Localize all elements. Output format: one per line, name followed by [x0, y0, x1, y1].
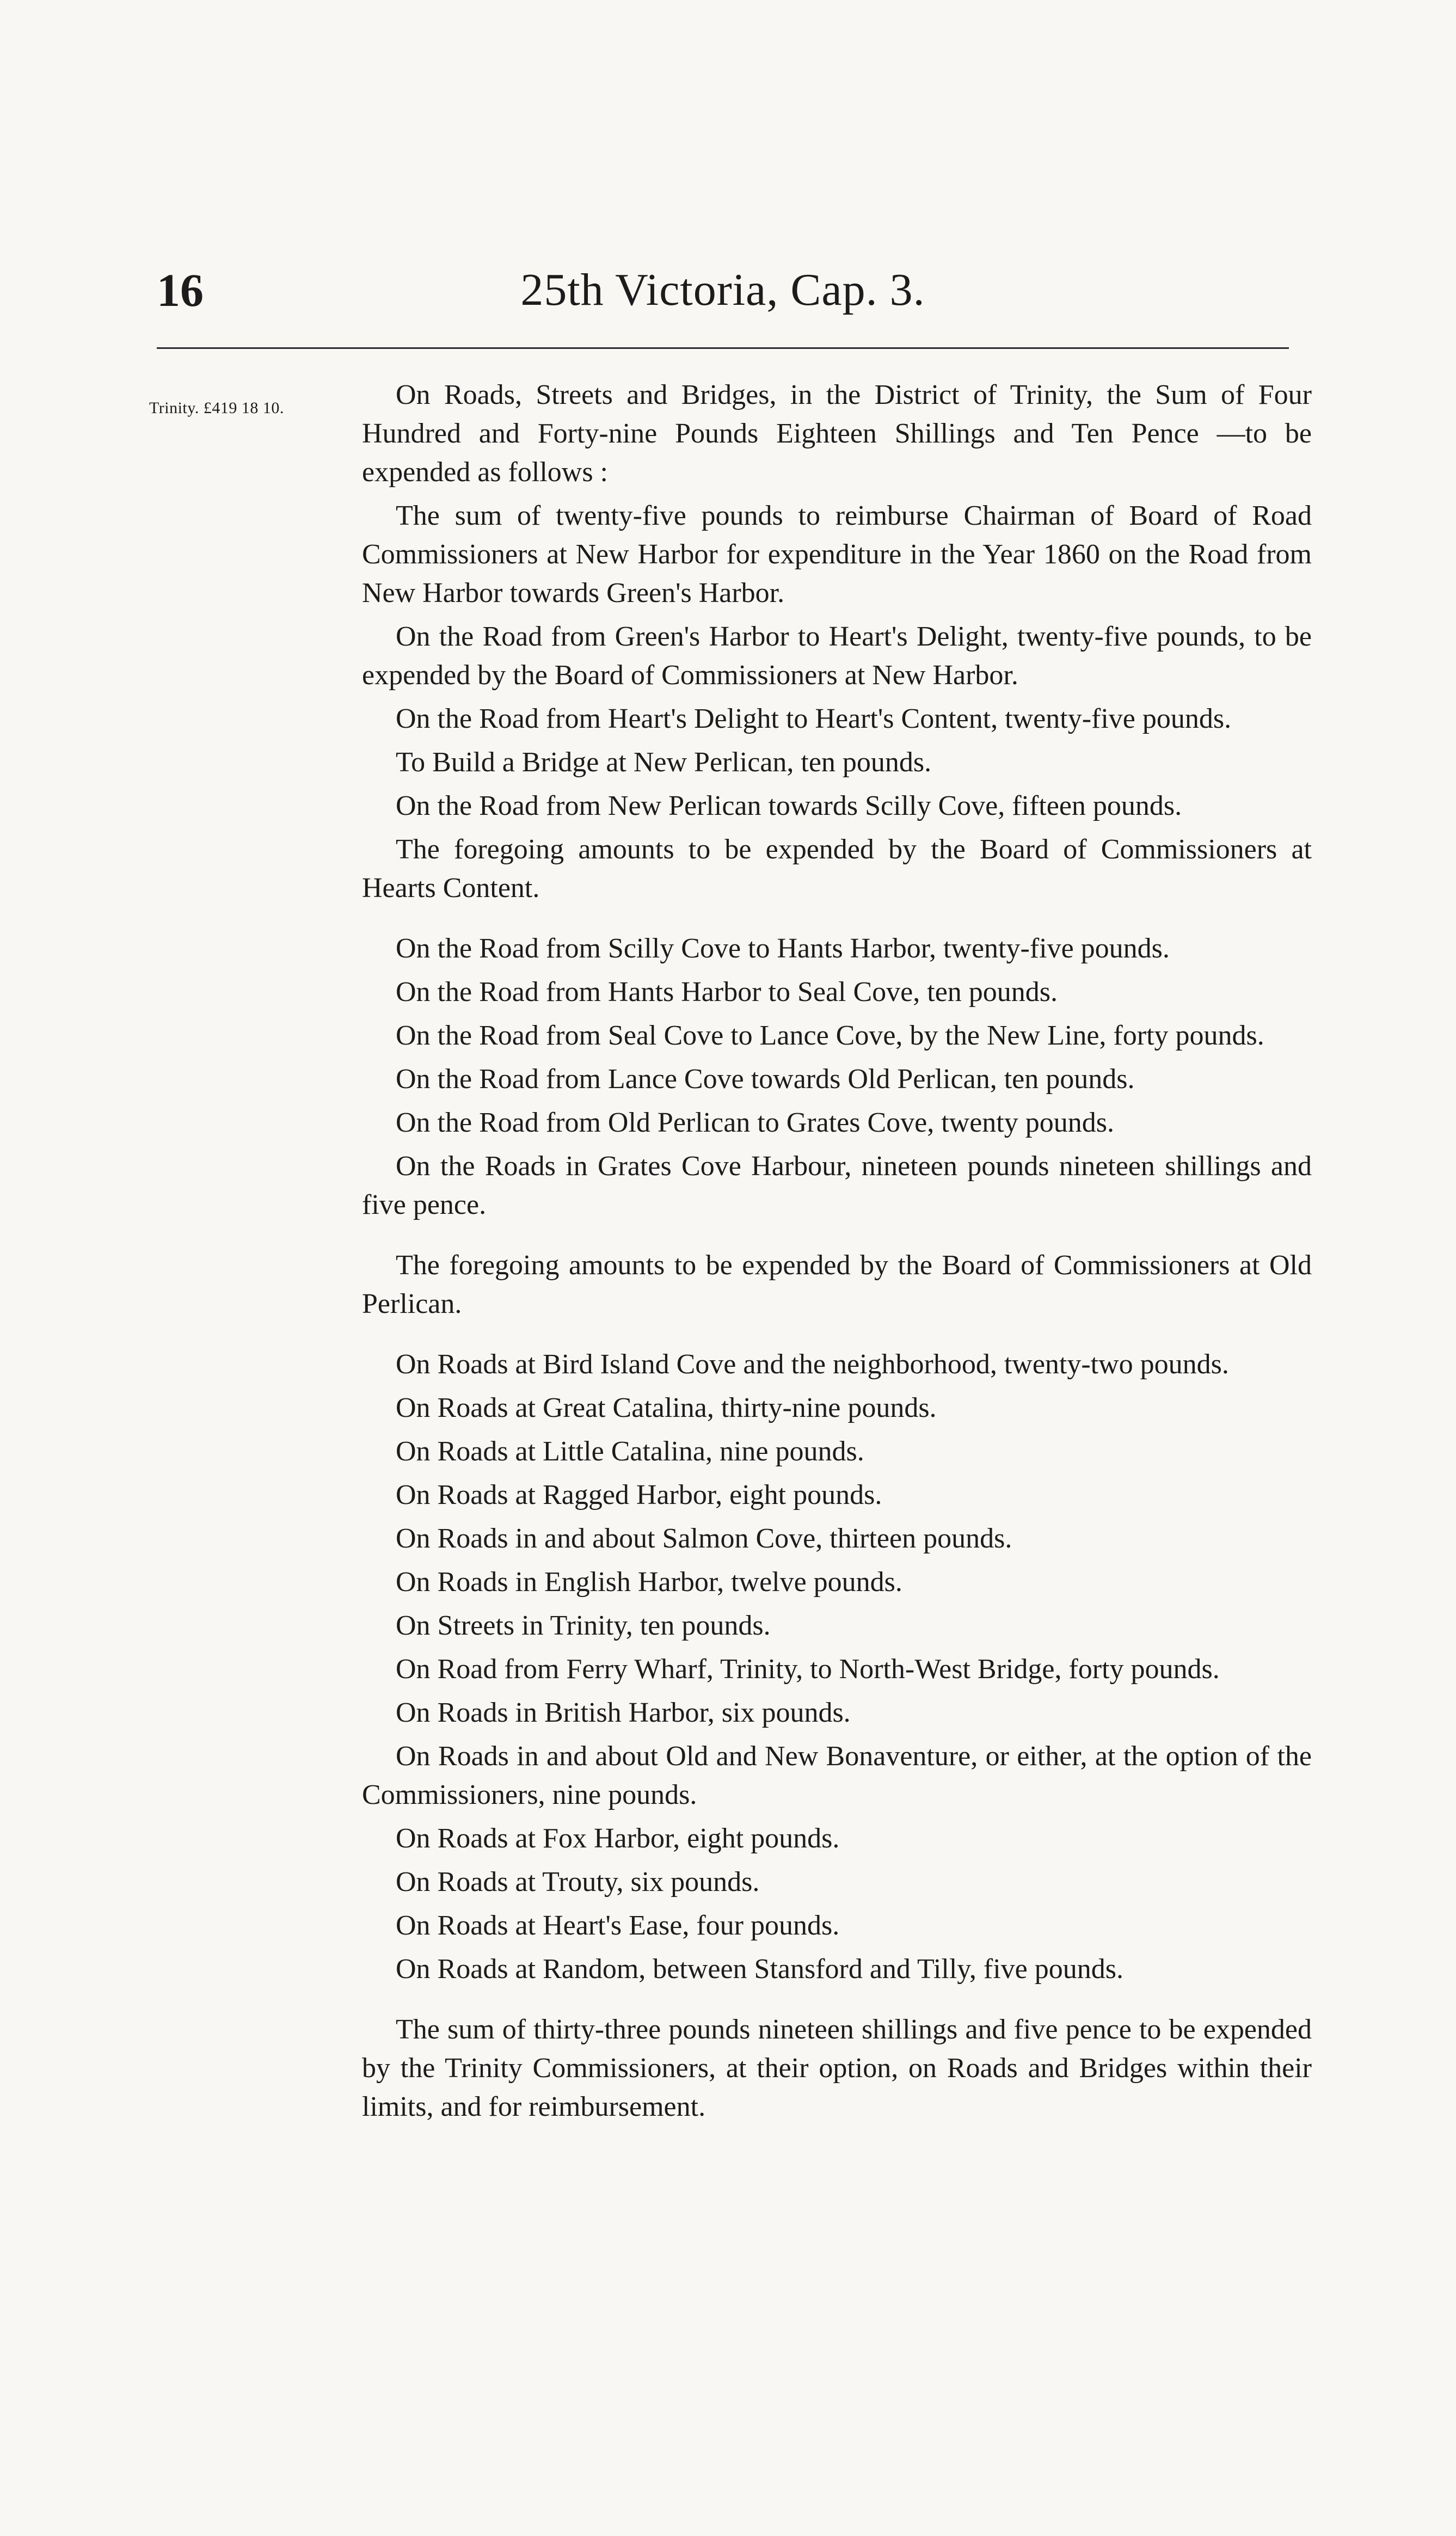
paragraph: On Roads in and about Old and New Bonaventure, or either, at the option of the Commissioners, nine pounds.: [362, 1741, 1312, 1810]
paragraph: The sum of thirty-three pounds nineteen shillings and five pence to be expended by the Trinity Commissioners, at their option, on Roads and Bridges within their limits, and for reimbursement.: [362, 2014, 1312, 2122]
page-header: [157, 260, 1289, 326]
paragraph: On Roads at Fox Harbor, eight pounds.: [396, 1823, 840, 1854]
paragraph: The sum of twenty-five pounds to reimburse Chairman of Board of Road Commissioners at New Harbor for expenditure in the Year 1860 on the Road from New Harbor towards Green's Harbor.: [362, 500, 1312, 609]
paragraph: On Roads at Bird Island Cove and the neighborhood, twenty-two pounds.: [396, 1349, 1229, 1380]
paragraph: On Roads at Random, between Stansford and Tilly, five pounds.: [396, 1954, 1123, 1985]
paragraph: On Streets in Trinity, ten pounds.: [396, 1610, 771, 1641]
paragraph: On the Road from Scilly Cove to Hants Harbor, twenty-five pounds.: [396, 933, 1170, 964]
paragraph: The foregoing amounts to be expended by the Board of Commissioners at Old Perlican.: [362, 1250, 1312, 1319]
paragraph: On the Road from Lance Cove towards Old Perlican, ten pounds.: [396, 1064, 1135, 1095]
body-text: [362, 376, 1312, 2131]
paragraph: To Build a Bridge at New Perlican, ten pounds.: [396, 747, 932, 778]
paragraph: On Roads in English Harbor, twelve pounds.: [396, 1567, 902, 1598]
paragraph: On Road from Ferry Wharf, Trinity, to North-West Bridge, forty pounds.: [396, 1654, 1220, 1685]
paragraph: On the Road from Heart's Delight to Heart's Content, twenty-five pounds.: [396, 703, 1232, 734]
paragraph: On the Road from Hants Harbor to Seal Cove, ten pounds.: [396, 977, 1058, 1008]
header-rule: [157, 347, 1289, 349]
paragraph: On Roads in and about Salmon Cove, thirteen pounds.: [396, 1523, 1012, 1554]
running-title: 25th Victoria, Cap. 3.: [520, 265, 925, 315]
paragraph: On Roads at Great Catalina, thirty-nine pounds.: [396, 1392, 937, 1423]
paragraph: On the Road from Seal Cove to Lance Cove, by the New Line, forty pounds.: [396, 1020, 1264, 1051]
paragraph: On the Road from Old Perlican to Grates Cove, twenty pounds.: [396, 1107, 1114, 1138]
margin-note: Trinity. £419 18 10.: [149, 399, 284, 417]
paragraph: On Roads at Trouty, six pounds.: [396, 1866, 760, 1898]
paragraph: The foregoing amounts to be expended by the Board of Commissioners at Hearts Content.: [362, 834, 1312, 904]
paragraph: On the Roads in Grates Cove Harbour, nineteen pounds nineteen shillings and five pence.: [362, 1151, 1312, 1220]
paragraph: On Roads at Heart's Ease, four pounds.: [396, 1910, 840, 1941]
paragraph: On Roads at Ragged Harbor, eight pounds.: [396, 1479, 882, 1510]
paragraph: On the Road from Green's Harbor to Heart's Delight, twenty-five pounds, to be expended by the Board of Commissioners at New Harbor.: [362, 621, 1312, 691]
paragraph: On Roads in British Harbor, six pounds.: [396, 1697, 851, 1728]
page-number: 16: [157, 264, 204, 316]
paragraph: On the Road from New Perlican towards Scilly Cove, fifteen pounds.: [396, 790, 1182, 821]
paragraph: On Roads at Little Catalina, nine pounds.: [396, 1436, 864, 1467]
paragraph: On Roads, Streets and Bridges, in the District of Trinity, the Sum of Four Hundred and Forty-nine Pounds Eighteen Shillings and Ten Pence —to be expended as follows :: [362, 379, 1312, 488]
